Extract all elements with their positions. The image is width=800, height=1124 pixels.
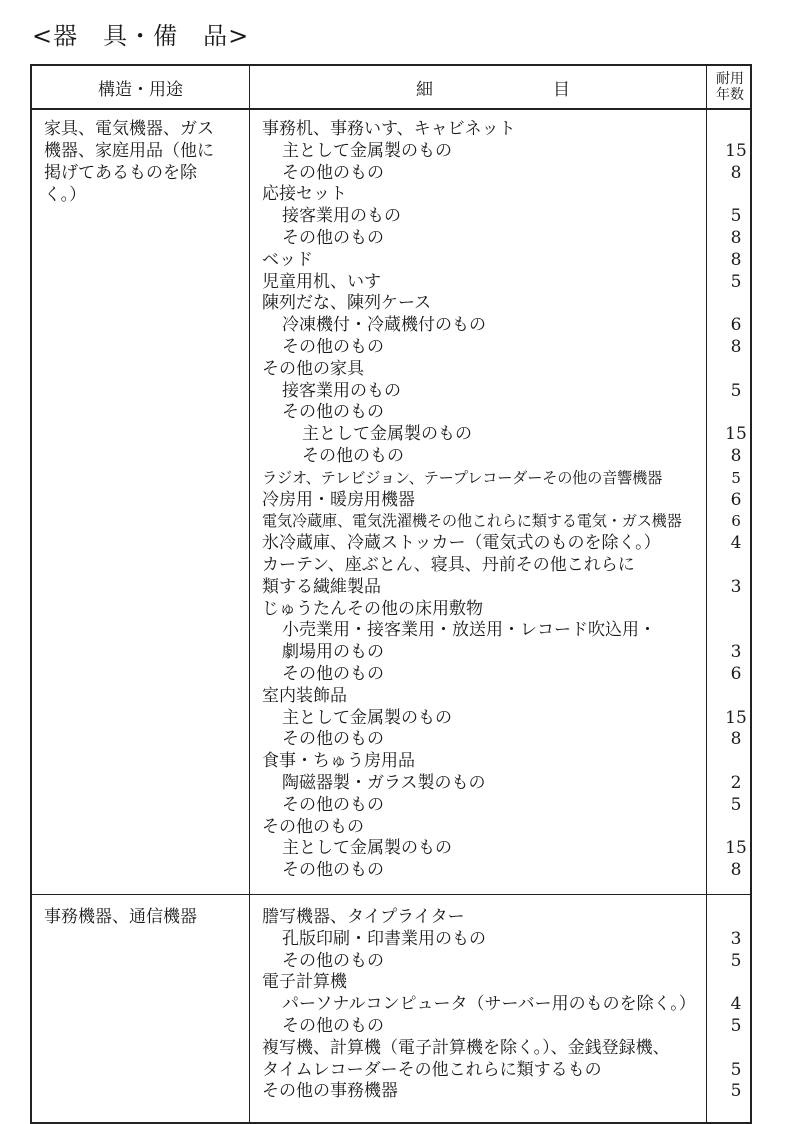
- table-row: [262, 685, 744, 707]
- header-details-char1: 細: [416, 79, 433, 100]
- item-description: 主として金属製のもの: [282, 140, 452, 161]
- table-row: [262, 358, 744, 380]
- useful-life-years: 15: [725, 707, 747, 728]
- table-row: [262, 183, 744, 205]
- item-description: その他のもの: [282, 402, 384, 423]
- item-description: その他のもの: [282, 729, 384, 750]
- table-row: [262, 641, 744, 663]
- useful-life-years: 15: [725, 838, 747, 859]
- category-line: 掲げてあるものを除: [44, 163, 197, 183]
- item-description: その他の事務機器: [262, 1081, 398, 1102]
- header-useful-life-line2: 年数: [716, 87, 744, 103]
- item-description: 冷房用・暖房用機器: [262, 489, 415, 510]
- table-row: [262, 598, 744, 620]
- item-description: 類する繊維製品: [262, 576, 381, 597]
- section-divider: [32, 894, 750, 895]
- item-description: 劇場用のもの: [282, 642, 384, 663]
- header-useful-life-line1: 耐用: [716, 71, 744, 87]
- table-row: [262, 227, 744, 249]
- item-description: 電気冷蔵庫、電気洗濯機その他これらに類する電気・ガス機器: [262, 512, 682, 531]
- useful-life-years: 8: [730, 249, 742, 270]
- table-row: [262, 576, 744, 598]
- item-description: その他のもの: [282, 337, 384, 357]
- table-row: [262, 510, 744, 532]
- item-description: その他のもの: [282, 950, 384, 971]
- useful-life-years: 6: [730, 489, 742, 510]
- table-row: [262, 205, 744, 227]
- useful-life-years: 5: [730, 950, 742, 971]
- item-description: その他のもの: [302, 446, 404, 466]
- table-row: [262, 162, 744, 184]
- table-row: [262, 401, 744, 423]
- item-description: 食事・ちゅう房用品: [262, 751, 415, 772]
- useful-life-years: 5: [731, 468, 741, 487]
- table-row: [262, 816, 744, 838]
- column-divider: [249, 66, 250, 1122]
- header-useful-life: [708, 66, 752, 108]
- table-row: [262, 794, 744, 816]
- item-description: 電子計算機: [262, 972, 347, 993]
- useful-life-table: [30, 64, 752, 1124]
- item-description: パーソナルコンピュータ（サーバー用のものを除く。）: [282, 994, 696, 1015]
- useful-life-years: 5: [730, 271, 742, 292]
- header-structure-use: 構造・用途: [98, 79, 183, 100]
- table-row: [262, 928, 744, 950]
- item-description: その他のもの: [282, 860, 384, 881]
- useful-life-years: 4: [730, 994, 742, 1015]
- item-description: ラジオ、テレビジョン、テープレコーダーその他の音響機器: [262, 468, 663, 487]
- useful-life-years: 8: [730, 337, 742, 357]
- item-description: その他のもの: [282, 1016, 384, 1036]
- useful-life-years: 8: [730, 228, 742, 248]
- table-row: [262, 750, 744, 772]
- useful-life-years: 6: [731, 512, 741, 531]
- item-description: 冷凍機付・冷蔵機付のもの: [282, 315, 486, 336]
- item-description: 陶磁器製・ガラス製のもの: [282, 773, 486, 793]
- category-line: 事務機器、通信機器: [44, 907, 197, 927]
- table-row: [262, 118, 744, 140]
- item-description: その他の家具: [262, 358, 364, 379]
- table-row: [262, 837, 747, 859]
- useful-life-years: 5: [730, 794, 742, 815]
- item-description: 陳列だな、陳列ケース: [262, 293, 432, 314]
- item-description: その他のもの: [282, 162, 384, 183]
- header-details: [251, 66, 735, 108]
- table-row: [262, 467, 744, 489]
- useful-life-years: 8: [730, 446, 742, 466]
- table-row: [262, 859, 744, 881]
- header-details-char2: 目: [553, 79, 570, 100]
- category-line: 家具、電気機器、ガス: [44, 119, 214, 139]
- useful-life-years: 2: [730, 773, 742, 793]
- table-row: [262, 707, 747, 729]
- table-row: [262, 314, 744, 336]
- useful-life-years: 5: [730, 206, 742, 227]
- item-description: 接客業用のもの: [282, 380, 401, 401]
- table-row: [262, 971, 744, 993]
- useful-life-years: 15: [725, 424, 747, 445]
- item-description: 孔版印刷・印書業用のもの: [282, 928, 486, 949]
- useful-life-years: 5: [730, 1059, 742, 1080]
- table-row: [262, 140, 747, 162]
- item-description: 謄写機器、タイプライター: [262, 907, 465, 927]
- category-line: く。）: [44, 185, 87, 205]
- item-description: カーテン、座ぶとん、寝具、丹前その他これらに: [262, 555, 635, 575]
- page-title: <器 具・備 品>: [32, 22, 250, 50]
- table-row: [262, 772, 744, 794]
- item-description: 氷冷蔵庫、冷蔵ストッカー（電気式のものを除く。）: [262, 533, 661, 554]
- useful-life-years: 8: [730, 729, 742, 750]
- table-row: [262, 1037, 744, 1059]
- item-description: 児童用机、いす: [262, 271, 381, 292]
- category-line: 機器、家庭用品（他に: [44, 141, 214, 161]
- useful-life-years: 3: [730, 928, 742, 949]
- table-row: [262, 271, 744, 293]
- useful-life-years: 6: [730, 664, 742, 684]
- category-label: [44, 906, 244, 928]
- table-row: [262, 554, 744, 576]
- item-description: その他のもの: [282, 664, 384, 684]
- item-description: 応接セット: [262, 184, 347, 205]
- item-description: じゅうたんその他の床用敷物: [262, 598, 483, 619]
- table-row: [262, 1080, 744, 1102]
- item-description: 室内装飾品: [262, 685, 347, 706]
- item-description: 接客業用のもの: [282, 206, 401, 227]
- item-description: 主として金属製のもの: [282, 707, 452, 728]
- table-row: [262, 532, 744, 554]
- useful-life-years: 3: [730, 642, 742, 663]
- table-row: [262, 423, 747, 445]
- table-row: [262, 906, 744, 928]
- table-row: [262, 950, 744, 972]
- item-description: 事務机、事務いす、キャビネット: [262, 119, 516, 139]
- category-label: [44, 118, 244, 206]
- table-row: [262, 292, 744, 314]
- table-row: [262, 380, 744, 402]
- table-row: [262, 728, 744, 750]
- table-row: [262, 663, 744, 685]
- item-description: 主として金属製のもの: [302, 424, 472, 445]
- table-row: [262, 336, 744, 358]
- table-row: [262, 445, 744, 467]
- item-description: タイムレコーダーその他これらに類するもの: [262, 1059, 602, 1080]
- useful-life-years: 3: [730, 576, 742, 597]
- table-row: [262, 1059, 744, 1081]
- item-description: その他のもの: [282, 228, 384, 248]
- useful-life-years: 5: [730, 1016, 742, 1036]
- useful-life-years: 5: [730, 380, 742, 401]
- table-row: [262, 1015, 744, 1037]
- useful-life-years: 4: [730, 533, 742, 554]
- item-description: その他のもの: [282, 794, 384, 815]
- item-description: 複写機、計算機（電子計算機を除く。）、金銭登録機、: [262, 1037, 670, 1058]
- item-description: 小売業用・接客業用・放送用・レコード吹込用・: [282, 620, 656, 641]
- item-description: 主として金属製のもの: [282, 838, 452, 859]
- useful-life-years: 8: [730, 162, 742, 183]
- table-header: [32, 66, 750, 110]
- useful-life-years: 6: [730, 315, 742, 336]
- table-row: [262, 619, 744, 641]
- item-description: ベッド: [262, 249, 313, 270]
- table-row: [262, 249, 744, 271]
- table-row: [262, 489, 744, 511]
- useful-life-years: 15: [725, 140, 747, 161]
- useful-life-years: 8: [730, 860, 742, 881]
- table-row: [262, 993, 744, 1015]
- item-description: その他のもの: [262, 816, 364, 837]
- useful-life-years: 5: [730, 1081, 742, 1102]
